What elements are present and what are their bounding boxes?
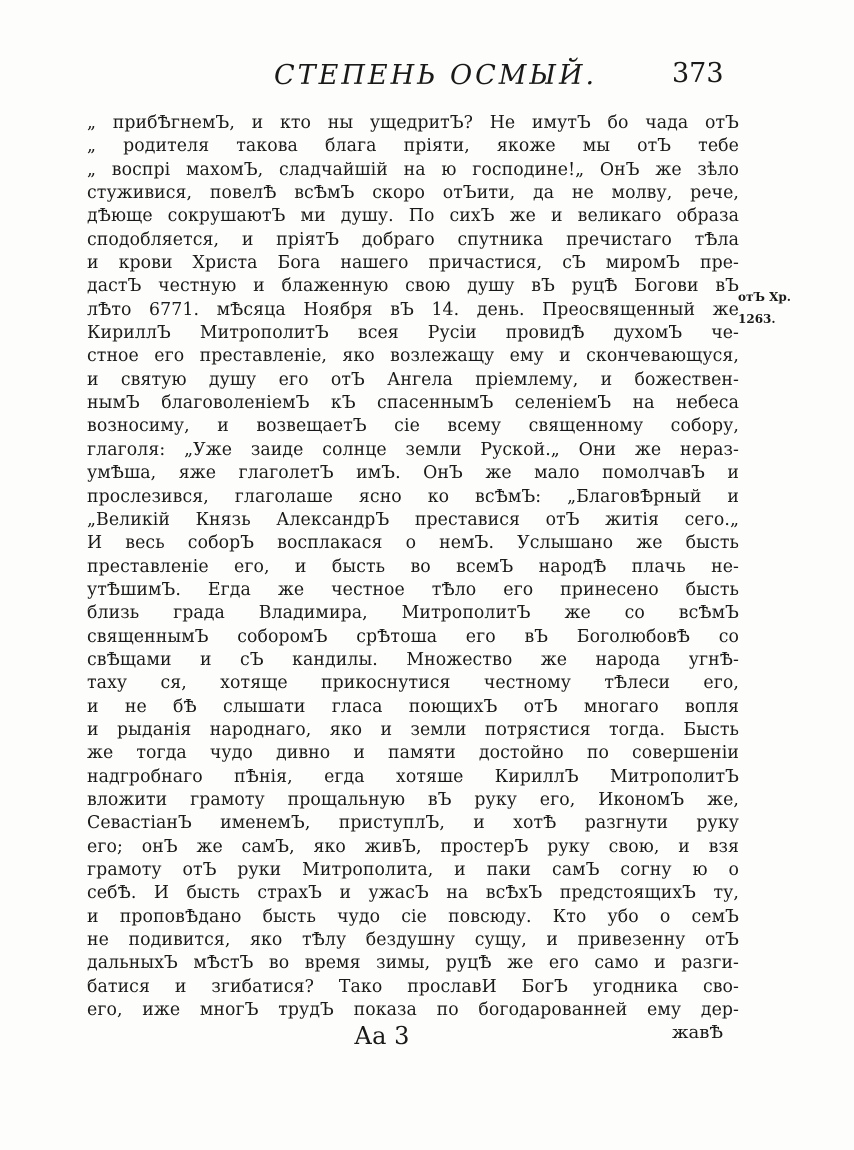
text-line: дастЪ честную и блаженную свою душу вЪ руцѢ Богови вЪ [87, 276, 739, 297]
text-line: его; онЪ же самЪ, яко живЪ, простерЪ руку свою, и взя [87, 836, 739, 857]
text-line: же тогда чудо дивно и памяти достойно по совершеніи [87, 743, 739, 764]
text-line: стуживися, повелѢ всѢмЪ скоро отЪити, да не молву, рече, [87, 183, 739, 204]
text-line: И весь соборЪ восплакася о немЪ. Услышано же бысть [87, 533, 739, 554]
text-line: себѢ. И бысть страхЪ и ужасЪ на всѢхЪ предстоящихЪ ту, [87, 883, 739, 904]
text-line: „ воспрі махомЪ, сладчайшій на ю господине!„ ОнЪ же зѣло [87, 159, 739, 180]
text-line: СевастіанЪ именемЪ, приступлЪ, и хотѢ разгнути руку [87, 813, 739, 834]
text-line: преставленіе его, и бысть во всемЪ народѢ плачь не- [87, 556, 739, 577]
text-line: его, иже многЪ трудЪ показа по богодарованней ему дер- [87, 1000, 739, 1021]
text-line: не подивится, яко тѢлу бездушну сущу, и привезенну отЪ [87, 930, 739, 951]
text-line: дальныхЪ мѢстЪ во время зимы, руцѢ же его само и разги- [87, 953, 739, 974]
text-line: и рыданія народнаго, яко и земли потрястися тогда. Бысть [87, 719, 739, 740]
margin-note-era: отЪ Хр. [738, 290, 791, 304]
text-line: свѢщами и сЪ кандилы. Множество же народа угнѢ- [87, 649, 739, 670]
text-line: и крови Христа Бога нашего причастися, сЪ миромЪ пре- [87, 253, 739, 274]
text-line: священнымЪ соборомЪ срѢтоша его вЪ БоголюбовѢ со [87, 626, 739, 647]
page-number: 373 [672, 58, 724, 89]
body-text [87, 112, 739, 1022]
text-line: батися и згибатися? Тако прославИ БогЪ угодника сво- [87, 976, 739, 997]
text-line: надгробнаго пѢнія, егда хотяше КириллЪ МитрополитЪ [87, 766, 739, 787]
text-line: сподобляется, и пріятЪ добраго спутника пречистаго тѢла [87, 229, 739, 250]
text-line: грамоту отЪ руки Митрополита, и паки самЪ согну ю о [87, 860, 739, 880]
text-line: глаголя: „Уже заиде солнце земли Руской.„ Они же нераз- [87, 439, 739, 460]
text-line: вложити грамоту прощальную вЪ руку его, ИкономЪ же, [87, 789, 739, 810]
text-line: „ прибѢгнемЪ, и кто ны ущедритЪ? Не имутЪ бо чада отЪ [87, 113, 739, 133]
text-line: таху ся, хотяще прикоснутися честному тѢлеси его, [87, 673, 739, 694]
text-line: стное его преставленіе, яко возлежащу ему и скончевающуся, [87, 346, 739, 367]
margin-note-year: 1263. [738, 312, 776, 326]
text-line: „Великій Князь АлександрЪ преставися отЪ житія сего.„ [87, 509, 739, 530]
text-line: дѢюще сокрушаютЪ ми душу. По сихЪ же и великаго образа [87, 206, 739, 227]
text-line: возносиму, и возвещаетЪ сіе всему священному собору, [87, 416, 739, 437]
text-line: и проповѢдано бысть чудо сіе повсюду. Кто убо о семЪ [87, 906, 739, 927]
text-line: умѢша, яже глаголетЪ имЪ. ОнЪ же мало помолчавЪ и [87, 463, 739, 484]
text-line: прослезився, глаголаше ясно ко всѢмЪ: „БлаговѢрный и [87, 486, 739, 507]
catchword: жавѢ [672, 1022, 724, 1043]
text-line: лѢто 6771. мѢсяца Ноября вЪ 14. день. Преосвященный же [87, 299, 739, 320]
text-line: и не бѢ слышати гласа поющихЪ отЪ многаго вопля [87, 696, 739, 717]
text-line: и святую душу его отЪ Ангела пріемлему, и божествен- [87, 369, 739, 390]
text-line: близь града Владимира, МитрополитЪ же со всѢмЪ [87, 603, 739, 624]
text-line: КириллЪ МитрополитЪ всея Русіи провидѢ духомЪ че- [87, 323, 739, 344]
running-head: СТЕПЕНЬ ОСМЫЙ. [274, 60, 598, 91]
text-line: нымЪ благоволеніемЪ кЪ спасеннымЪ селеніемЪ на небеса [87, 393, 739, 414]
text-line: „ родителя такова блага пріяти, якоже мы отЪ тебе [87, 136, 739, 157]
signature-mark: Аа 3 [354, 1022, 410, 1050]
text-line: утѢшимЪ. Егда же честное тѢло его принесено бысть [87, 579, 739, 600]
